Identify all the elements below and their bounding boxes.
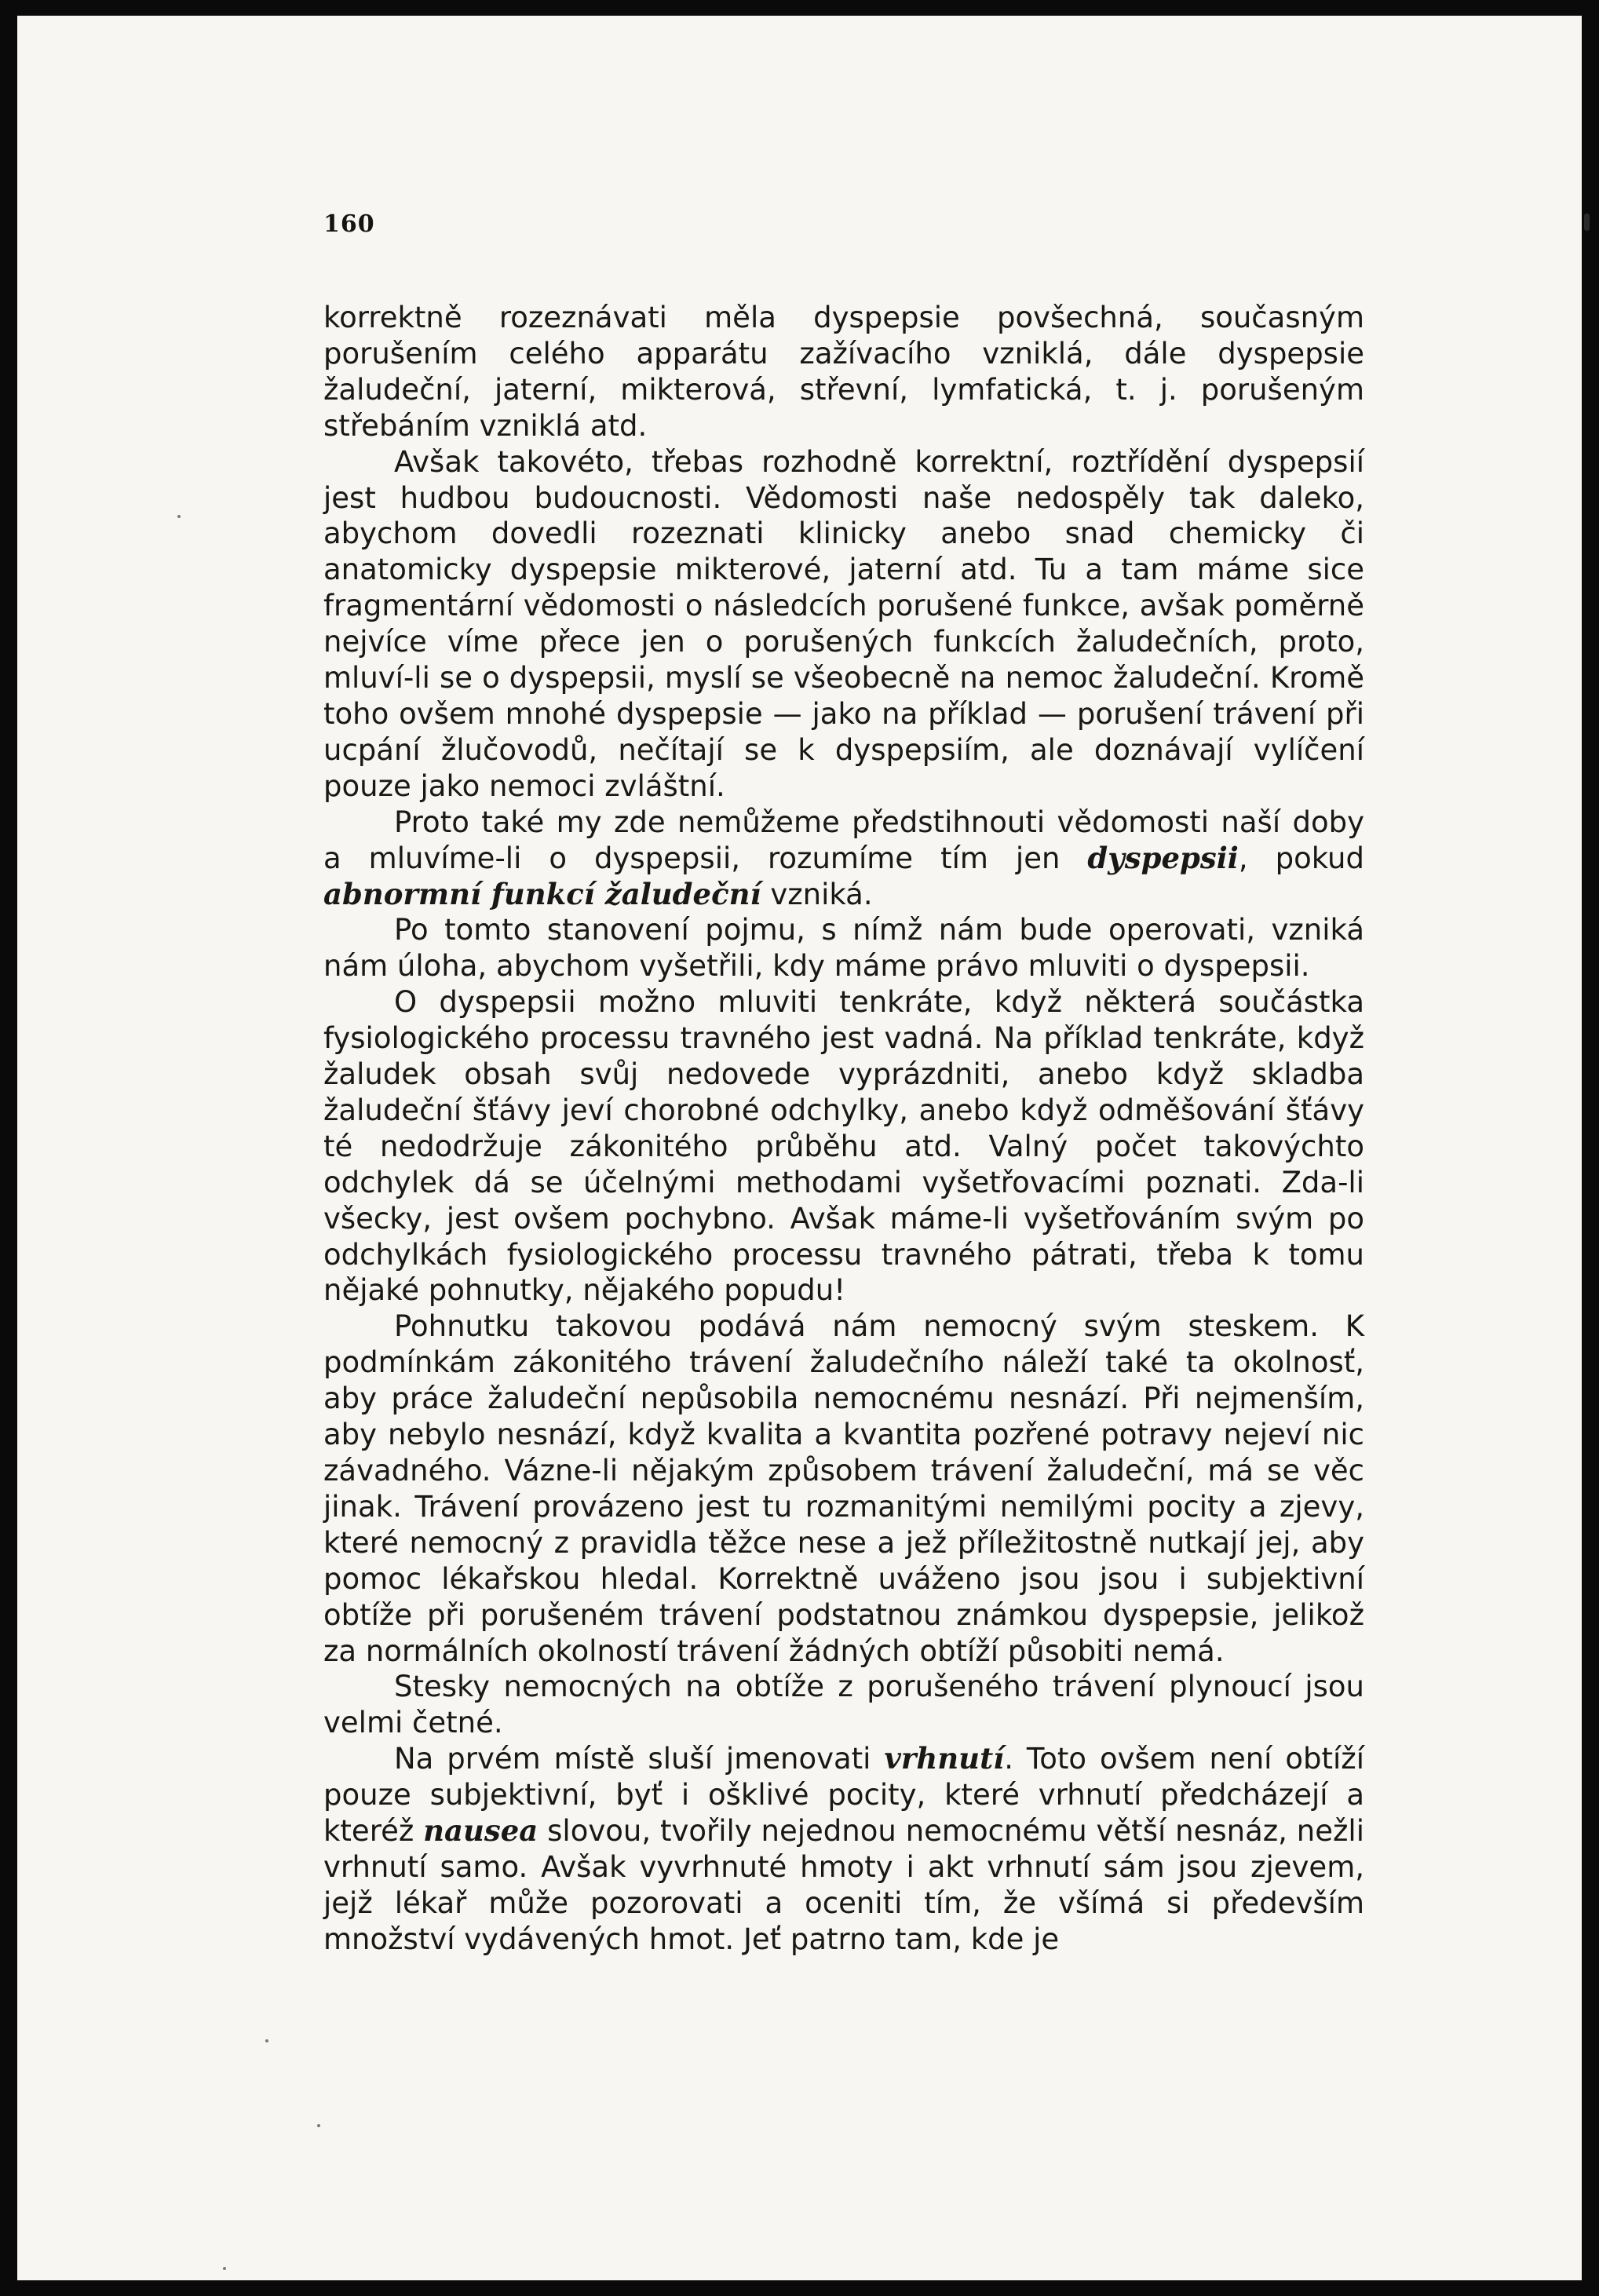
paragraph bbox=[323, 1669, 1364, 1741]
body-text bbox=[323, 300, 1364, 1958]
paragraph bbox=[323, 1741, 1364, 1957]
text-run: slovou, tvořily nejednou nemocnému větší nesnáz, nežli vrhnutí samo. Avšak vyvrhnuté hmoty i akt vrhnutí sám jsou zjevem, jejž lékař může pozorovati a oceniti tím, že všímá si především množství vydávených hmot. Jeť patrno tam, kde je bbox=[323, 1814, 1364, 1956]
text-run: Proto také my zde nemůžeme předstihnouti vědomosti naší doby a mluvíme-li o dyspepsii, rozumíme tím jen bbox=[323, 805, 1364, 875]
paragraph bbox=[323, 1309, 1364, 1669]
text-run: vzniká. bbox=[761, 877, 873, 911]
text-run: Na prvém místě sluší jmenovati bbox=[394, 1742, 885, 1776]
scan-edge-mark bbox=[1584, 214, 1590, 231]
page-number: 160 bbox=[323, 210, 375, 238]
text-run: , pokud bbox=[1238, 841, 1364, 875]
scanned-page bbox=[17, 16, 1582, 2280]
scan-speck bbox=[177, 515, 181, 518]
emphasized-term: nausea bbox=[423, 1813, 538, 1849]
paragraph bbox=[323, 912, 1364, 984]
paragraph bbox=[323, 984, 1364, 1309]
paragraph bbox=[323, 444, 1364, 805]
text-run: Po tomto stanovení pojmu, s nímž nám bude operovati, vzniká nám úloha, abychom vyšetřili, kdy máme právo mluviti o dyspepsii. bbox=[323, 913, 1364, 984]
emphasized-term: abnormní funkcí žaludeční bbox=[323, 876, 761, 911]
paragraph bbox=[323, 300, 1364, 444]
scan-speck bbox=[223, 2267, 226, 2270]
text-run: O dyspepsii možno mluviti tenkráte, když některá součástka fysiologického processu travného jest vadná. Na příklad tenkráte, když žaludek obsah svůj nedovede vyprázdniti, anebo když skladba žaludeční šťávy jeví chorobné odchylky, anebo když odměšování šťávy té nedodržuje zákonitého průběhu atd. Valný počet takovýchto odchylek dá se účelnými methodami vyšetřovacími poznati. Zda-li všecky, jest ovšem pochybno. Avšak máme-li vyšetřováním svým po odchylkách fysiologického processu travného pátrati, třeba k tomu nějaké pohnutky, nějakého popudu! bbox=[323, 985, 1364, 1308]
scan-speck bbox=[317, 2124, 320, 2127]
text-run: Stesky nemocných na obtíže z porušeného trávení plynoucí jsou velmi četné. bbox=[323, 1670, 1364, 1740]
text-run: korrektně rozeznávati měla dyspepsie povšechná, současným porušením celého apparátu zažívacího vzniklá, dále dyspepsie žaludeční, jaterní, mikterová, střevní, lymfatická, t. j. porušeným střebáním vzniklá atd. bbox=[323, 301, 1364, 443]
paragraph bbox=[323, 805, 1364, 913]
text-run: Pohnutku takovou podává nám nemocný svým steskem. K podmínkám zákonitého trávení žaludečního náleží také ta okolnosť, aby práce žaludeční nepůsobila nemocnému nesnází. Při nejmenším, aby nebylo nesnází, když kvalita a kvantita pozřené potravy nejeví nic závadného. Vázne-li nějakým způsobem trávení žaludeční, má se věc jinak. Trávení provázeno jest tu rozmanitými nemilými pocity a zjevy, které nemocný z pravidla těžce nese a jež příležitostně nutkají jej, aby pomoc lékařskou hledal. Korrektně uváženo jsou jsou i subjektivní obtíže při porušeném trávení podstatnou známkou dyspepsie, jelikož za normálních okolností trávení žádných obtíží působiti nemá. bbox=[323, 1309, 1364, 1668]
scan-speck bbox=[265, 2039, 268, 2042]
text-run: . Toto ovšem není obtíží pouze subjektivní, byť i ošklivé pocity, které vrhnutí předcházejí a kteréž bbox=[323, 1742, 1364, 1849]
emphasized-term: dyspepsii bbox=[1087, 840, 1239, 875]
text-run: Avšak takovéto, třebas rozhodně korrektní, roztřídění dyspepsií jest hudbou budoucnosti. Vědomosti naše nedospěly tak daleko, abychom dovedli rozeznati klinicky anebo snad chemicky či anatomicky dyspepsie mikterové, jaterní atd. Tu a tam máme sice fragmentární vědomosti o následcích porušené funkce, avšak poměrně nejvíce víme přece jen o porušených funkcích žaludečních, proto, mluví-li se o dyspepsii, myslí se všeobecně na nemoc žaludeční. Kromě toho ovšem mnohé dyspepsie — jako na příklad — porušení trávení při ucpání žlučovodů, nečítají se k dyspepsiím, ale doznávají vylíčení pouze jako nemoci zvláštní. bbox=[323, 444, 1364, 803]
emphasized-term: vrhnutí bbox=[884, 1741, 1005, 1776]
